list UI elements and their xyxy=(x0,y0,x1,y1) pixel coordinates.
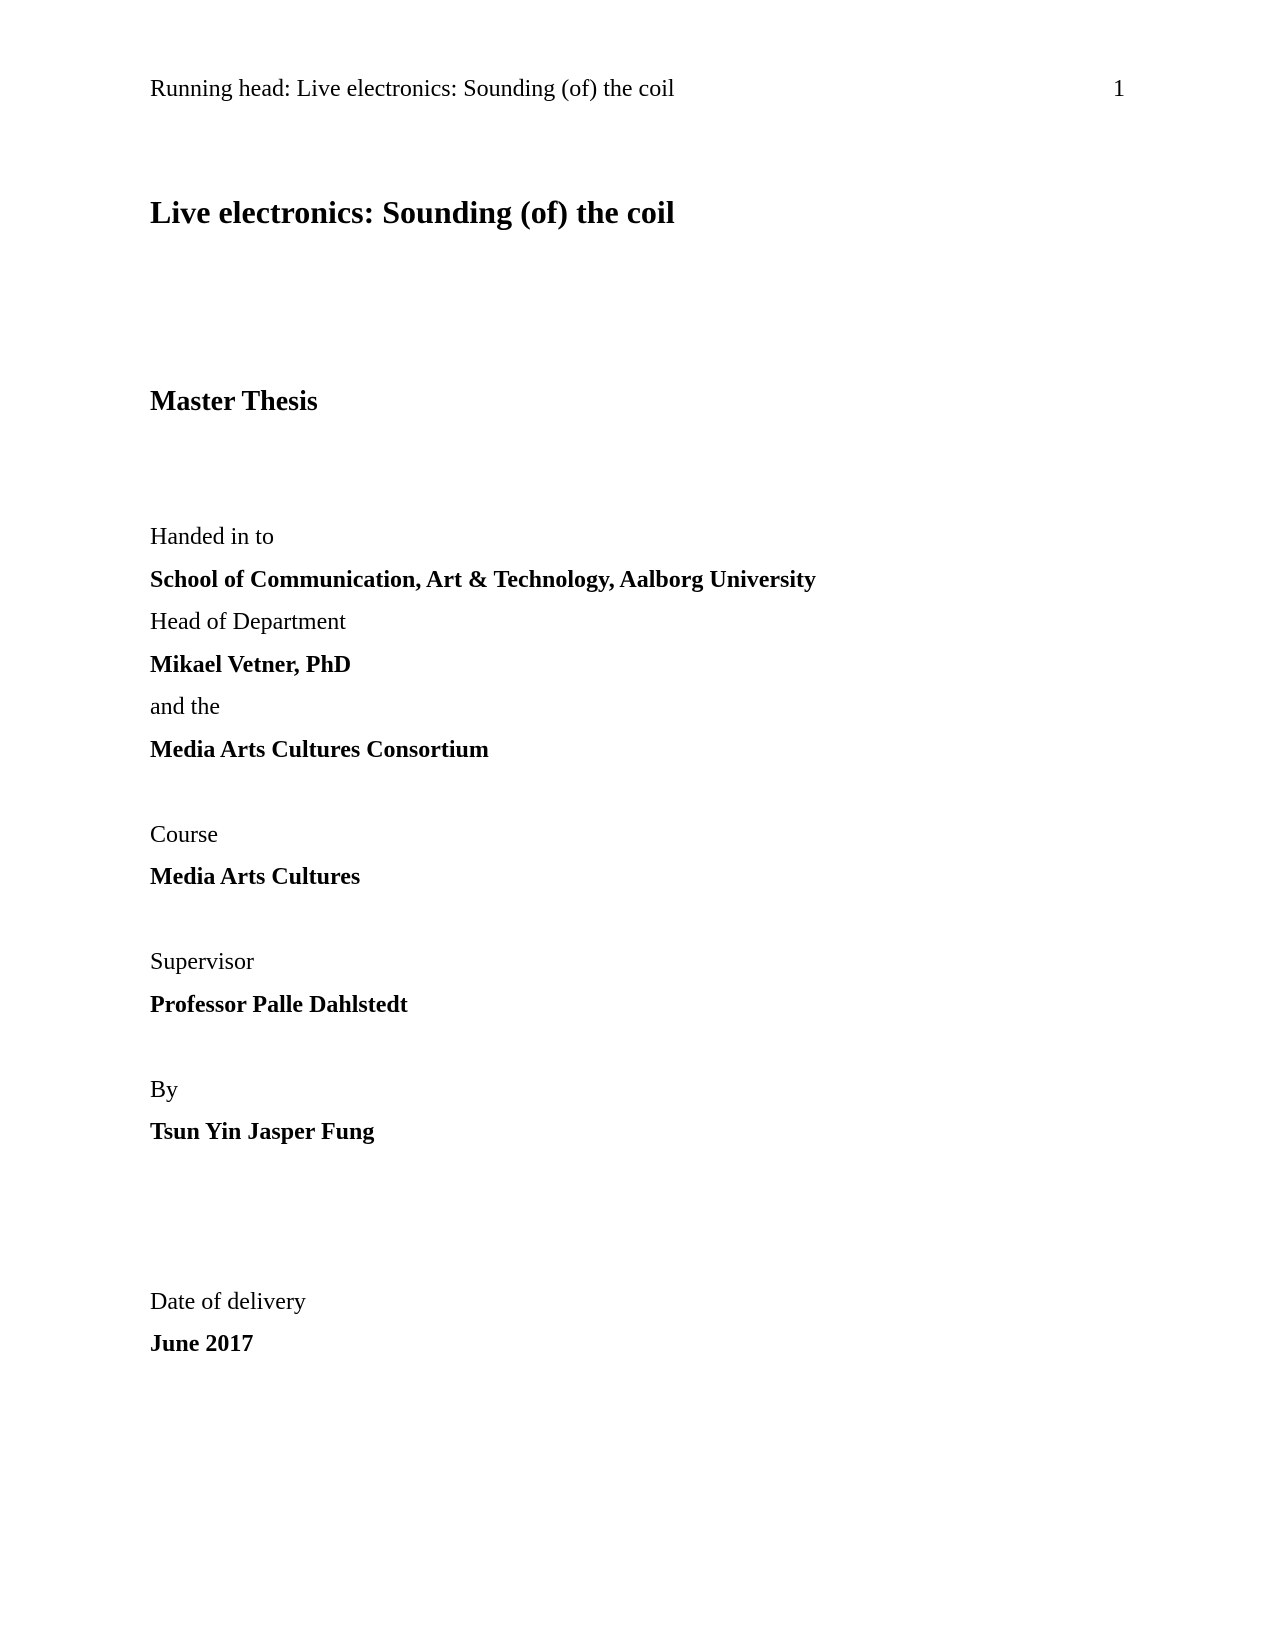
author-label: By xyxy=(150,1077,179,1103)
delivery-date: June 2017 xyxy=(150,1331,254,1357)
school-name: School of Communication, Art & Technology, Aalborg University xyxy=(150,567,817,593)
author-name: Tsun Yin Jasper Fung xyxy=(150,1119,375,1145)
document-type: Master Thesis xyxy=(150,386,318,417)
running-head: Running head: Live electronics: Sounding (of) the coil xyxy=(150,76,675,102)
head-of-department-label: Head of Department xyxy=(150,609,346,635)
delivery-date-label: Date of delivery xyxy=(150,1289,306,1315)
head-of-department-name: Mikael Vetner, PhD xyxy=(150,652,352,678)
handed-in-label: Handed in to xyxy=(150,524,274,550)
page-number: 1 xyxy=(1113,76,1125,102)
consortium-name: Media Arts Cultures Consortium xyxy=(150,737,489,763)
supervisor-label: Supervisor xyxy=(150,949,254,975)
thesis-title: Live electronics: Sounding (of) the coil xyxy=(150,194,675,230)
supervisor-name: Professor Palle Dahlstedt xyxy=(150,992,408,1018)
course-label: Course xyxy=(150,822,218,848)
and-label: and the xyxy=(150,694,220,720)
course-name: Media Arts Cultures xyxy=(150,864,361,890)
